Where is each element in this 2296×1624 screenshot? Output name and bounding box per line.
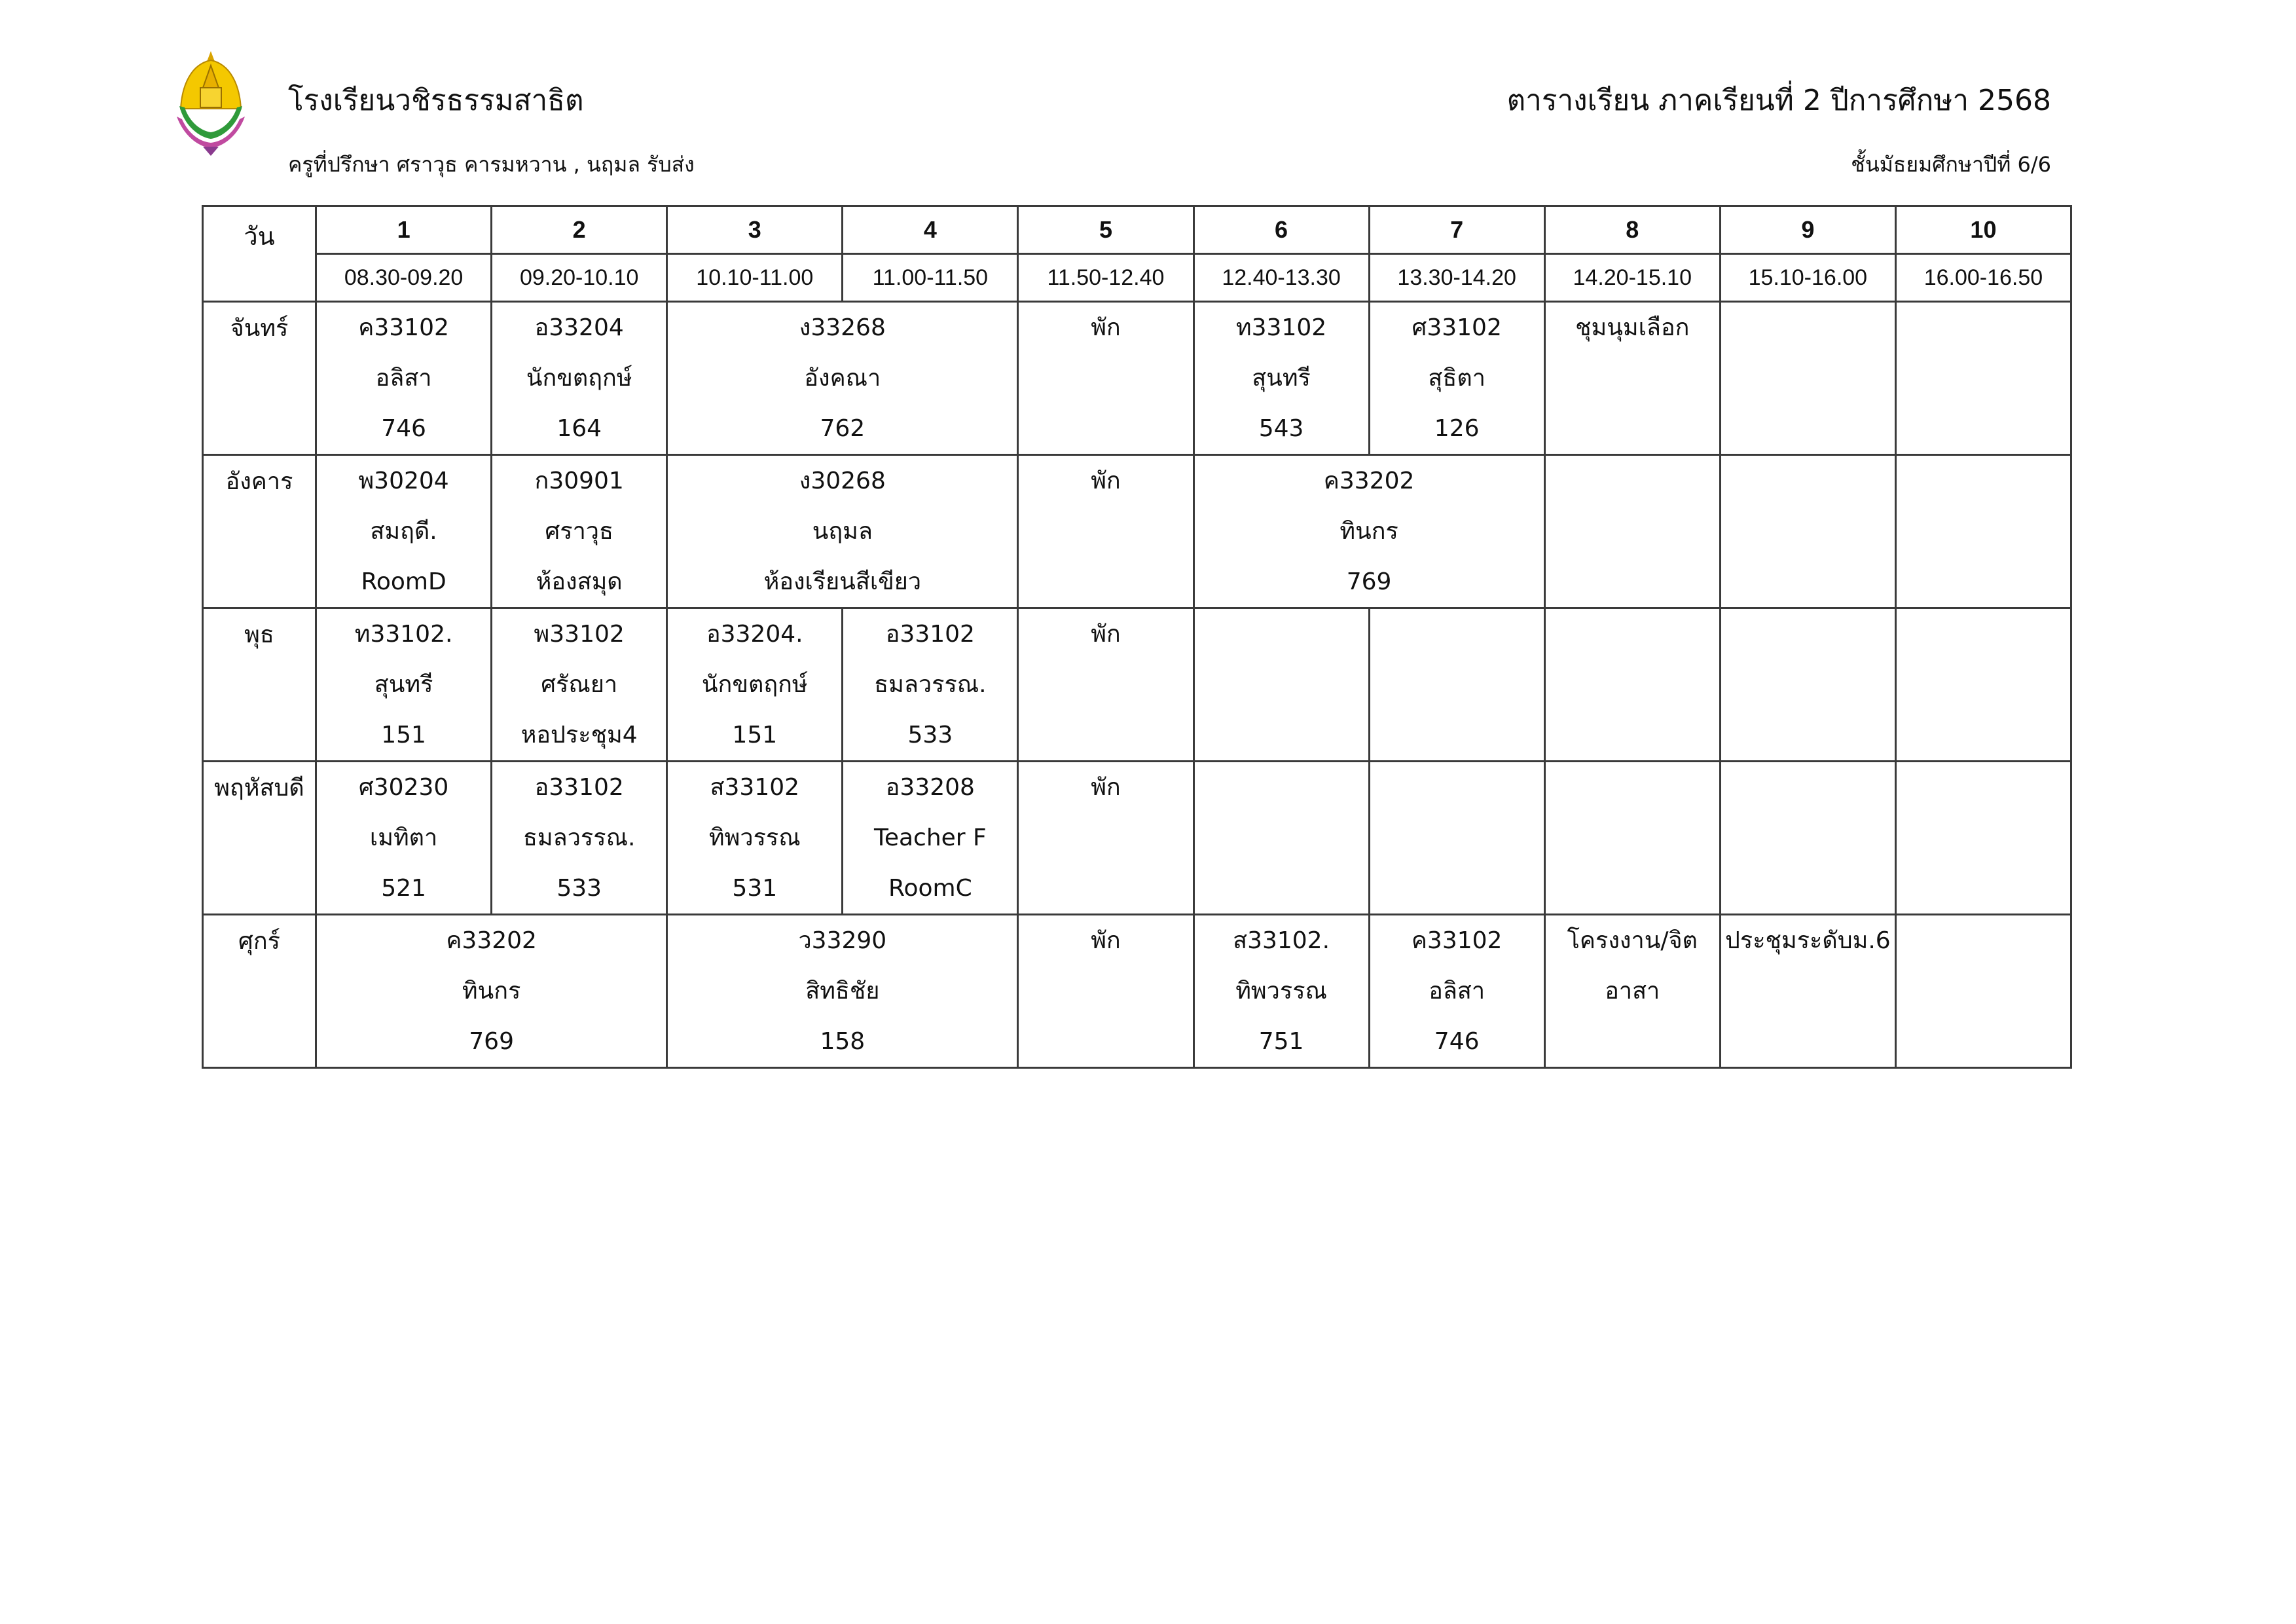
class-cell: [667, 455, 1018, 608]
period-number: 8: [1544, 206, 1720, 254]
class-cell: [667, 915, 1018, 1068]
class-cell: [1194, 302, 1369, 455]
subject-code: ค33102: [358, 314, 449, 341]
teacher-name: สมฤดี.: [370, 518, 437, 545]
subject-code: ส33102.: [1233, 927, 1330, 954]
subject-code: พัก: [1091, 927, 1121, 954]
teacher-name: สุนทรี: [1252, 365, 1311, 392]
subject-code: พ33102: [534, 621, 625, 648]
day-row: [203, 608, 2071, 762]
period-number: 9: [1720, 206, 1895, 254]
teacher-name: อลิสา: [375, 365, 432, 392]
class-cell: [1544, 302, 1720, 455]
class-cell: [1720, 915, 1895, 1068]
teacher-name: เมทิตา: [369, 824, 438, 851]
room: 543: [1258, 415, 1304, 442]
class-cell: [316, 455, 492, 608]
day-row: [203, 455, 2071, 608]
subject-code: ประชุมระดับม.6: [1725, 927, 1891, 954]
empty-cell: [1544, 455, 1720, 608]
period-number: 4: [843, 206, 1018, 254]
room: 762: [820, 415, 866, 442]
subject-code: ศ33102: [1412, 314, 1502, 341]
empty-cell: [1369, 762, 1544, 915]
room: 533: [907, 722, 953, 748]
period-number: 7: [1369, 206, 1544, 254]
teacher-name: นักขตฤกษ์: [701, 671, 808, 698]
period-time: 14.20-15.10: [1544, 254, 1720, 302]
class-cell: [1194, 915, 1369, 1068]
day-row: [203, 302, 2071, 455]
subject-code: อ33208: [885, 774, 975, 801]
empty-cell: [1895, 455, 2071, 608]
timetable: [202, 205, 2072, 1069]
class-cell: [1369, 915, 1544, 1068]
subject-code: อ33102: [885, 621, 975, 648]
class-cell: [492, 762, 667, 915]
subject-code: อ33204.: [706, 621, 803, 648]
period-number: 2: [492, 206, 667, 254]
empty-cell: [1544, 608, 1720, 762]
room: ห้องเรียนสีเขียว: [763, 568, 922, 595]
subject-code: ค33102: [1411, 927, 1503, 954]
class-cell: [1018, 302, 1194, 455]
class-cell: [1018, 455, 1194, 608]
day-name: ศุกร์: [203, 915, 316, 1068]
period-number: 5: [1018, 206, 1194, 254]
period-time: 09.20-10.10: [492, 254, 667, 302]
class-cell: [492, 302, 667, 455]
subject-code: พัก: [1091, 621, 1121, 648]
subject-code: ส33102: [710, 774, 800, 801]
teacher-name: ทิพวรรณ: [1235, 978, 1327, 1005]
school-name: โรงเรียนวชิรธรรมสาธิต: [288, 84, 584, 117]
class-cell: [316, 608, 492, 762]
subject-code: ก30901: [534, 468, 624, 494]
class-cell: [843, 762, 1018, 915]
subject-code: ง30268: [799, 468, 886, 494]
empty-cell: [1720, 302, 1895, 455]
day-row: [203, 915, 2071, 1068]
teacher-name: ศราวุธ: [545, 518, 613, 545]
teacher-name: อาสา: [1605, 978, 1660, 1005]
period-time: 11.00-11.50: [843, 254, 1018, 302]
teacher-name: สุนทรี: [374, 671, 433, 698]
period-time: 13.30-14.20: [1369, 254, 1544, 302]
room: 769: [1346, 568, 1392, 595]
teacher-name: ทินกร: [462, 978, 521, 1005]
subject-code: ง33268: [799, 314, 886, 341]
room: หอประชุม4: [520, 722, 638, 748]
room: RoomC: [888, 875, 972, 902]
class-level: ชั้นมัธยมศึกษาปีที่ 6/6: [1851, 152, 2051, 177]
subject-code: ศ30230: [358, 774, 449, 801]
class-cell: [1018, 608, 1194, 762]
subject-code: พ30204: [358, 468, 449, 494]
empty-cell: [1895, 302, 2071, 455]
class-cell: [843, 608, 1018, 762]
empty-cell: [1194, 762, 1369, 915]
empty-cell: [1895, 915, 2071, 1068]
class-cell: [492, 608, 667, 762]
room: 751: [1258, 1028, 1304, 1055]
class-cell: [316, 762, 492, 915]
empty-cell: [1895, 762, 2071, 915]
empty-cell: [1720, 455, 1895, 608]
teacher-name: ธมลวรรณ.: [874, 671, 987, 698]
class-cell: [1194, 455, 1544, 608]
teacher-name: อังคณา: [804, 365, 881, 392]
room: 533: [556, 875, 602, 902]
period-time: 15.10-16.00: [1720, 254, 1895, 302]
class-cell: [667, 762, 843, 915]
class-cell: [316, 915, 667, 1068]
room: 769: [469, 1028, 514, 1055]
room: 531: [732, 875, 778, 902]
empty-cell: [1720, 608, 1895, 762]
teacher-name: ทินกร: [1339, 518, 1398, 545]
period-number: 10: [1895, 206, 2071, 254]
period-time: 08.30-09.20: [316, 254, 492, 302]
empty-cell: [1895, 608, 2071, 762]
empty-cell: [1544, 762, 1720, 915]
class-cell: [316, 302, 492, 455]
period-number: 3: [667, 206, 843, 254]
empty-cell: [1194, 608, 1369, 762]
room: ห้องสมุด: [536, 568, 623, 595]
room: 126: [1434, 415, 1480, 442]
day-name: จันทร์: [203, 302, 316, 455]
period-number: 6: [1194, 206, 1369, 254]
period-time: 10.10-11.00: [667, 254, 843, 302]
day-name: อังคาร: [203, 455, 316, 608]
period-number: 1: [316, 206, 492, 254]
teacher-name: นฤมล: [812, 518, 873, 545]
subject-code: พัก: [1091, 468, 1121, 494]
room: 151: [381, 722, 426, 748]
subject-code: ชุมนุมเลือก: [1575, 314, 1690, 341]
subject-code: อ33204: [534, 314, 624, 341]
class-cell: [667, 608, 843, 762]
class-cell: [1018, 762, 1194, 915]
teacher-name: Teacher F: [873, 824, 987, 851]
day-name: พฤหัสบดี: [203, 762, 316, 915]
subject-code: อ33102: [534, 774, 624, 801]
room: 151: [732, 722, 778, 748]
day-name: พุธ: [203, 608, 316, 762]
teacher-name: นักขตฤกษ์: [526, 365, 632, 392]
room: RoomD: [361, 568, 446, 595]
period-time: 12.40-13.30: [1194, 254, 1369, 302]
period-time: 16.00-16.50: [1895, 254, 2071, 302]
room: 521: [381, 875, 426, 902]
class-cell: [667, 302, 1018, 455]
period-time-row: [203, 254, 2071, 302]
subject-code: โครงงาน/จิต: [1567, 927, 1698, 954]
empty-cell: [1369, 608, 1544, 762]
class-cell: [492, 455, 667, 608]
day-column-header: วัน: [203, 206, 316, 302]
subject-code: พัก: [1091, 774, 1121, 801]
subject-code: พัก: [1091, 314, 1121, 341]
subject-code: ค33202: [446, 927, 537, 954]
class-cell: [1544, 915, 1720, 1068]
teacher-name: สิทธิชัย: [805, 978, 880, 1005]
class-cell: [1018, 915, 1194, 1068]
subject-code: ท33102: [1235, 314, 1327, 341]
period-number-row: [203, 206, 2071, 254]
empty-cell: [1720, 762, 1895, 915]
subject-code: ค33202: [1323, 468, 1415, 494]
day-row: [203, 762, 2071, 915]
advisor-teachers: ครูที่ปรึกษา ศราวุธ คารมหวาน , นฤมล รับส่ง: [288, 152, 695, 177]
room: 746: [381, 415, 426, 442]
subject-code: ท33102.: [354, 621, 453, 648]
teacher-name: ศรัณยา: [541, 671, 618, 698]
schedule-title: ตารางเรียน ภาคเรียนที่ 2 ปีการศึกษา 2568: [1506, 84, 2051, 117]
teacher-name: ธมลวรรณ.: [522, 824, 636, 851]
room: 158: [820, 1028, 866, 1055]
teacher-name: ทิพวรรณ: [708, 824, 801, 851]
subject-code: ว33290: [798, 927, 887, 954]
room: 164: [556, 415, 602, 442]
school-crest-logo: [172, 48, 250, 157]
teacher-name: สุธิตา: [1428, 365, 1485, 392]
teacher-name: อลิสา: [1429, 978, 1485, 1005]
room: 746: [1434, 1028, 1480, 1055]
class-cell: [1369, 302, 1544, 455]
period-time: 11.50-12.40: [1018, 254, 1194, 302]
